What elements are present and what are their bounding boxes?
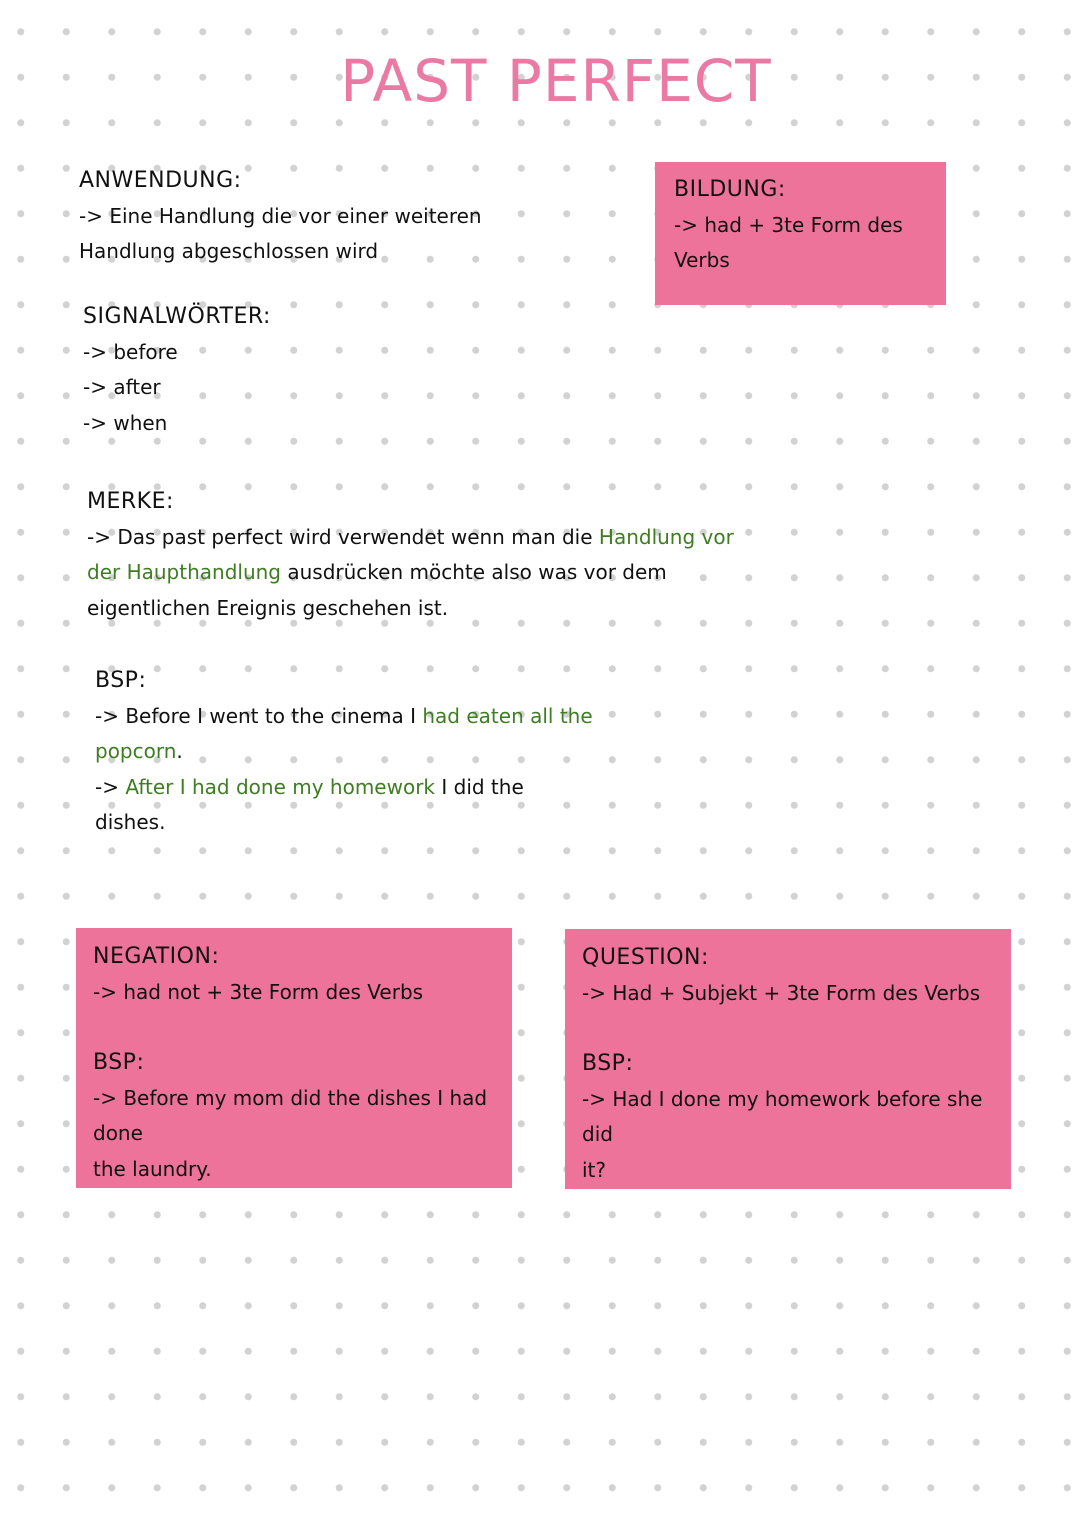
merke-highlight: der Haupthandlung xyxy=(87,560,281,584)
bsp-line xyxy=(95,734,593,770)
bsp-section xyxy=(95,663,593,841)
signal-word-item: -> when xyxy=(83,410,168,435)
signalwoerter-section xyxy=(83,299,271,441)
merke-line xyxy=(87,520,734,556)
bildung-line: Verbs xyxy=(674,248,730,272)
bildung-section xyxy=(674,172,946,279)
question-example-line: -> Had I done my homework before she did xyxy=(582,1086,983,1146)
bsp-text: -> Before I went to the cinema I xyxy=(95,703,423,728)
anwendung-heading: ANWENDUNG: xyxy=(79,168,242,193)
question-section xyxy=(582,940,1011,1188)
negation-rule: -> had not + 3te Form des Verbs xyxy=(93,979,424,1004)
negation-example-line: the laundry. xyxy=(93,1156,212,1181)
question-rule: -> Had + Subjekt + 3te Form des Verbs xyxy=(582,980,981,1005)
merke-section xyxy=(87,484,734,626)
question-card xyxy=(565,929,1011,1189)
signal-word-item: -> before xyxy=(83,339,178,364)
bsp-line: dishes. xyxy=(95,810,166,834)
bsp-highlight: After I had done my homework xyxy=(125,774,436,799)
merke-line: eigentlichen Ereignis geschehen ist. xyxy=(87,595,449,620)
negation-example-line: -> Before my mom did the dishes I had done xyxy=(93,1085,488,1145)
bsp-line xyxy=(95,699,593,735)
merke-highlight: Handlung vor xyxy=(598,524,734,549)
question-bsp-heading: BSP: xyxy=(582,1051,634,1076)
bsp-highlight: had eaten all the xyxy=(422,703,593,728)
question-example-line: it? xyxy=(582,1157,607,1182)
bsp-text: . xyxy=(176,739,183,763)
bsp-highlight: popcorn xyxy=(95,739,177,763)
bildung-heading: BILDUNG: xyxy=(674,177,786,202)
merke-line xyxy=(87,555,734,591)
anwendung-line: -> Eine Handlung die vor einer weiteren xyxy=(79,203,482,228)
signalwoerter-heading: SIGNALWÖRTER: xyxy=(83,304,271,329)
bsp-text: -> xyxy=(95,774,126,799)
negation-bsp-heading: BSP: xyxy=(93,1050,145,1075)
bsp-text: I did the xyxy=(435,774,524,799)
bildung-card xyxy=(655,162,946,305)
negation-section xyxy=(93,939,512,1187)
negation-card xyxy=(76,928,512,1188)
bildung-line: -> had + 3te Form des xyxy=(674,212,903,237)
page-title: PAST PERFECT xyxy=(340,47,772,115)
bsp-line xyxy=(95,770,593,806)
signal-word-item: -> after xyxy=(83,375,161,399)
merke-text: ausdrücken möchte also was vor dem xyxy=(281,560,667,584)
anwendung-section xyxy=(79,163,482,270)
merke-text: -> Das past perfect wird verwendet wenn man die xyxy=(87,524,599,549)
question-heading: QUESTION: xyxy=(582,945,709,970)
negation-heading: NEGATION: xyxy=(93,944,220,969)
merke-heading: MERKE: xyxy=(87,489,174,514)
bsp-heading: BSP: xyxy=(95,668,147,693)
anwendung-line: Handlung abgeschlossen wird xyxy=(79,239,379,263)
